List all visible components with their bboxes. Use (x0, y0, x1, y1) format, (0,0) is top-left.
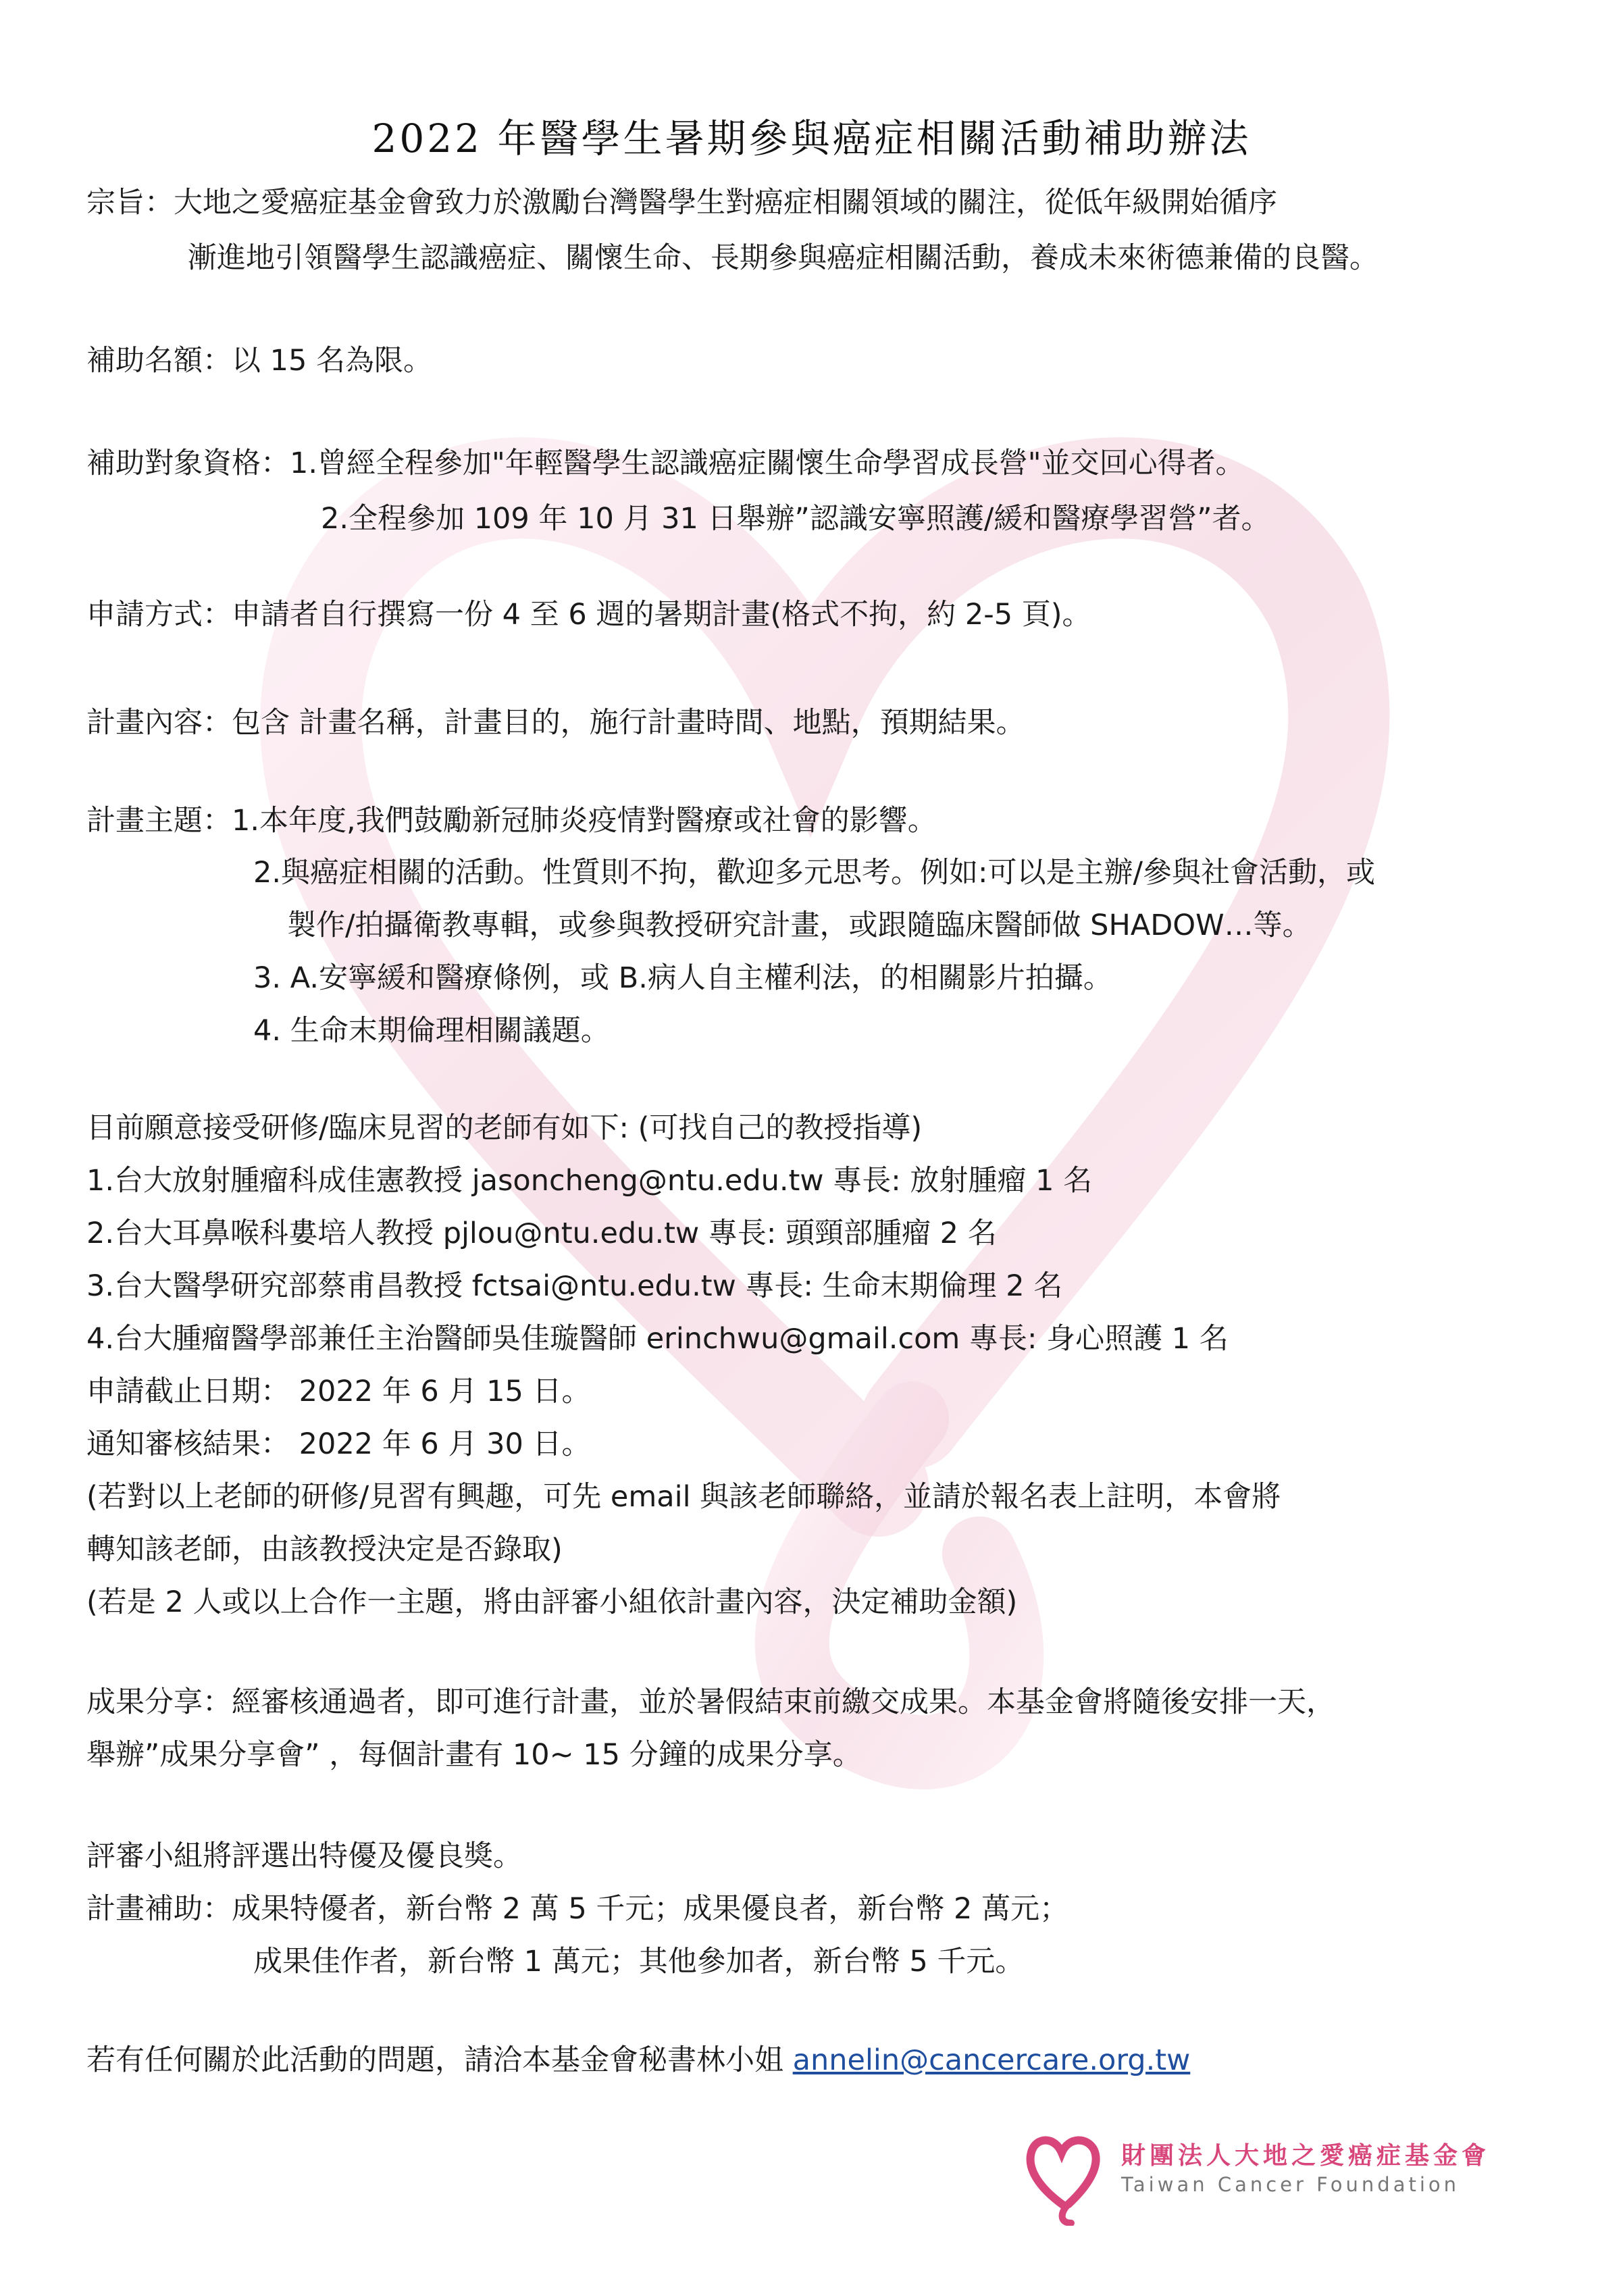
theme-3: 3. A.安寧緩和醫療條例，或 B.病人自主權利法，的相關影片拍攝。 (253, 961, 1112, 995)
subsidy-line-1: 計畫補助：成果特優者，新台幣 2 萬 5 千元；成果優良者，新台幣 2 萬元； (86, 1892, 1069, 1926)
contact-email-link[interactable]: annelin@cancercare.org.tw (792, 2043, 1191, 2077)
quota-line: 補助名額：以 15 名為限。 (86, 344, 433, 378)
logo-english: Taiwan Cancer Foundation (1121, 2173, 1460, 2196)
pink-ribbon-heart-icon (1020, 2124, 1108, 2226)
mentors-intro: 目前願意接受研修/臨床見習的老師有如下: (可找自己的教授指導) (86, 1111, 923, 1145)
foundation-logo (1020, 2124, 1506, 2226)
sharing-line-2: 舉辦”成果分享會” ，每個計畫有 10~ 15 分鐘的成果分享。 (86, 1738, 862, 1772)
deadline-line: 申請截止日期： 2022 年 6 月 15 日。 (86, 1375, 591, 1408)
notify-line: 通知審核結果： 2022 年 6 月 30 日。 (86, 1427, 591, 1461)
contact-line (86, 2040, 1190, 2081)
contact-text: 若有任何關於此活動的問題，請洽本基金會秘書林小姐 (86, 2043, 793, 2077)
theme-2a: 2.與癌症相關的活動。性質則不拘，歡迎多元思考。例如:可以是主辦/參與社會活動，或 (253, 856, 1376, 890)
theme-2b: 製作/拍攝衛教專輯，或參與教授研究計畫，或跟隨臨床醫師做 SHADOW…等。 (287, 909, 1312, 942)
content-line: 計畫內容：包含 計畫名稱，計畫目的，施行計畫時間、地點，預期結果。 (86, 706, 1025, 740)
theme-4: 4. 生命末期倫理相關議題。 (253, 1014, 610, 1048)
note-1a: (若對以上老師的研修/見習有興趣，可先 email 與該老師聯絡，並請於報名表上註明，本會將 (86, 1480, 1281, 1514)
purpose-line-2: 漸進地引領醫學生認識癌症、關懷生命、長期參與癌症相關活動，養成未來術德兼備的良醫。 (188, 241, 1379, 275)
mentor-3: 3.台大醫學研究部蔡甫昌教授 fctsai@ntu.edu.tw 專長: 生命末期倫理 2 名 (86, 1269, 1063, 1303)
theme-1: 計畫主題：1.本年度,我們鼓勵新冠肺炎疫情對醫療或社會的影響。 (86, 804, 937, 838)
sharing-line-1: 成果分享：經審核通過者，即可進行計畫，並於暑假結束前繳交成果。本基金會將隨後安排一天， (86, 1685, 1335, 1719)
logo-name: 財團法人大地之愛癌症基金會 (1121, 2142, 1491, 2170)
mentor-1: 1.台大放射腫瘤科成佳憲教授 jasoncheng@ntu.edu.tw 專長: 放射腫瘤 1 名 (86, 1164, 1093, 1198)
mentor-4: 4.台大腫瘤醫學部兼任主治醫師吳佳璇醫師 erinchwu@gmail.com 專長: 身心照護 1 名 (86, 1322, 1229, 1356)
note-1b: 轉知該老師，由該教授決定是否錄取) (86, 1533, 563, 1566)
note-2: (若是 2 人或以上合作一主題，將由評審小組依計畫內容，決定補助金額) (86, 1585, 1018, 1619)
mentor-2: 2.台大耳鼻喉科婁培人教授 pjlou@ntu.edu.tw 專長: 頭頸部腫瘤 2 名 (86, 1217, 997, 1250)
awards-line: 評審小組將評選出特優及優良獎。 (86, 1839, 522, 1873)
page-title: 2022 年醫學生暑期參與癌症相關活動補助辦法 (371, 116, 1252, 161)
subsidy-line-2: 成果佳作者，新台幣 1 萬元；其他參加者，新台幣 5 千元。 (253, 1945, 1025, 1979)
purpose-line-1: 宗旨：大地之愛癌症基金會致力於激勵台灣醫學生對癌症相關領域的關注，從低年級開始循序 (86, 186, 1277, 220)
application-line: 申請方式：申請者自行撰寫一份 4 至 6 週的暑期計畫(格式不拘，約 2-5 頁)。 (86, 598, 1091, 632)
eligibility-line-1: 補助對象資格：1.曾經全程參加"年輕醫學生認識癌症關懷生命學習成長營"並交回心得者。 (86, 447, 1245, 480)
eligibility-line-2: 2.全程參加 109 年 10 月 31 日舉辦”認識安寧照護/緩和醫療學習營”者。 (321, 502, 1270, 536)
